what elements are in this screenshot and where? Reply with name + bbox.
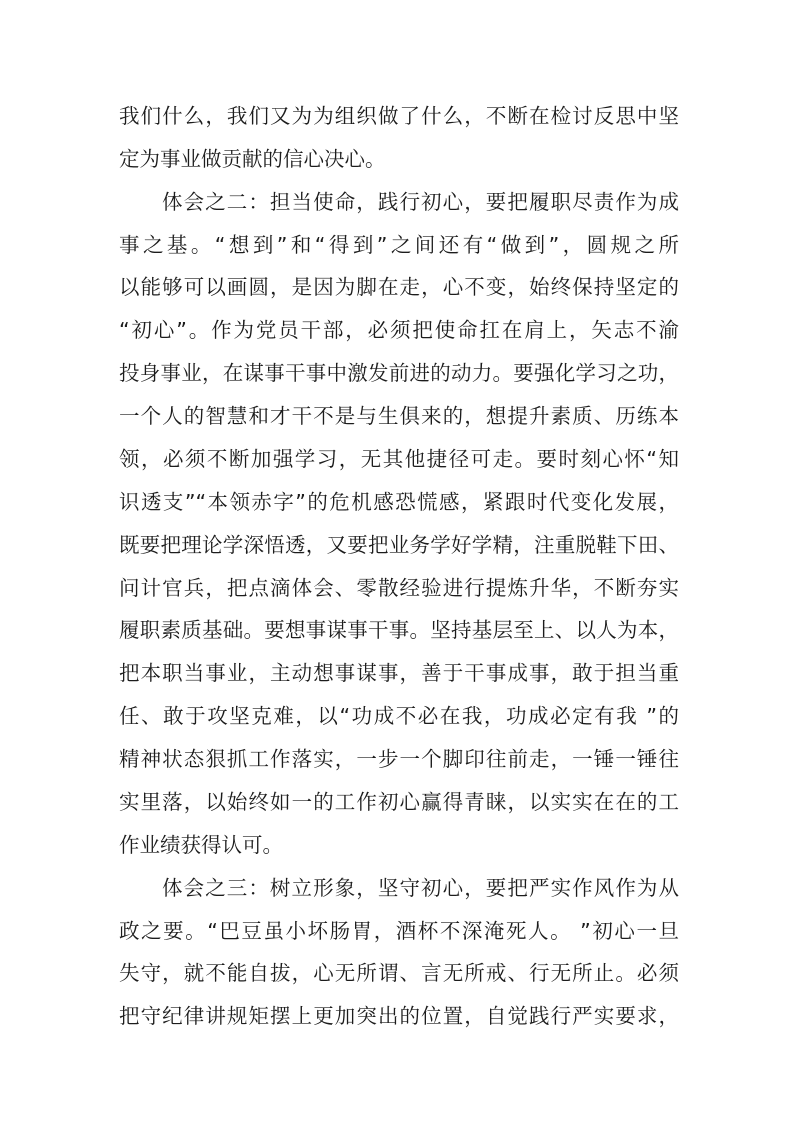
text-line: 作业绩获得认可。 xyxy=(119,833,283,857)
text-line: 问计官兵，把点滴体会、零散经验进行提炼升华，不断夯实 xyxy=(119,576,679,600)
text-line: 一个人的智慧和才干不是与生俱来的，想提升素质、历练本 xyxy=(119,404,679,428)
text-line: 我们什么，我们又为为组织做了什么，不断在检讨反思中坚 xyxy=(119,104,679,128)
text-line: 实里落，以始终如一的工作初心赢得青睐，以实实在在的工 xyxy=(119,790,679,814)
text-line: 把守纪律讲规矩摆上更加突出的位置，自觉践行严实要求， xyxy=(119,1004,679,1028)
text-line: 任、敢于攻坚克难，以“功成不必在我，功成必定有我 ”的 xyxy=(119,704,679,728)
text-line: 政之要。“巴豆虽小坏肠胃，酒杯不深淹死人。 ”初心一旦 xyxy=(119,919,679,943)
text-line: 领，必须不断加强学习，无其他捷径可走。要时刻心怀“知 xyxy=(119,447,679,471)
text-line: 以能够可以画圆，是因为脚在走，心不变，始终保持坚定的 xyxy=(119,275,679,299)
text-line: 定为事业做贡献的信心决心。 xyxy=(119,147,386,171)
text-line: “初心”。作为党员干部，必须把使命扛在肩上，矢志不渝 xyxy=(119,318,679,342)
paragraph-first-line: 体会之二：担当使命，践行初心，要把履职尽责作为成 xyxy=(162,190,679,214)
paragraph-first-line: 体会之三：树立形象，坚守初心，要把严实作风作为从 xyxy=(162,876,679,900)
text-line: 把本职当事业，主动想事谋事，善于干事成事，敢于担当重 xyxy=(119,661,679,685)
text-line: 精神状态狠抓工作落实，一步一个脚印往前走，一锤一锤往 xyxy=(119,747,679,771)
text-line: 事之基。“想到”和“得到”之间还有“做到”，圆规之所 xyxy=(119,233,679,257)
text-line: 既要把理论学深悟透，又要把业务学好学精，注重脱鞋下田、 xyxy=(119,533,679,557)
text-line: 失守，就不能自拔，心无所谓、言无所戒、行无所止。必须 xyxy=(119,961,679,985)
text-line: 履职素质基础。要想事谋事干事。坚持基层至上、以人为本， xyxy=(119,618,679,642)
text-line: 投身事业，在谋事干事中激发前进的动力。要强化学习之功， xyxy=(119,361,679,385)
text-line: 识透支”“本领赤字”的危机感恐慌感，紧跟时代变化发展， xyxy=(119,490,679,514)
